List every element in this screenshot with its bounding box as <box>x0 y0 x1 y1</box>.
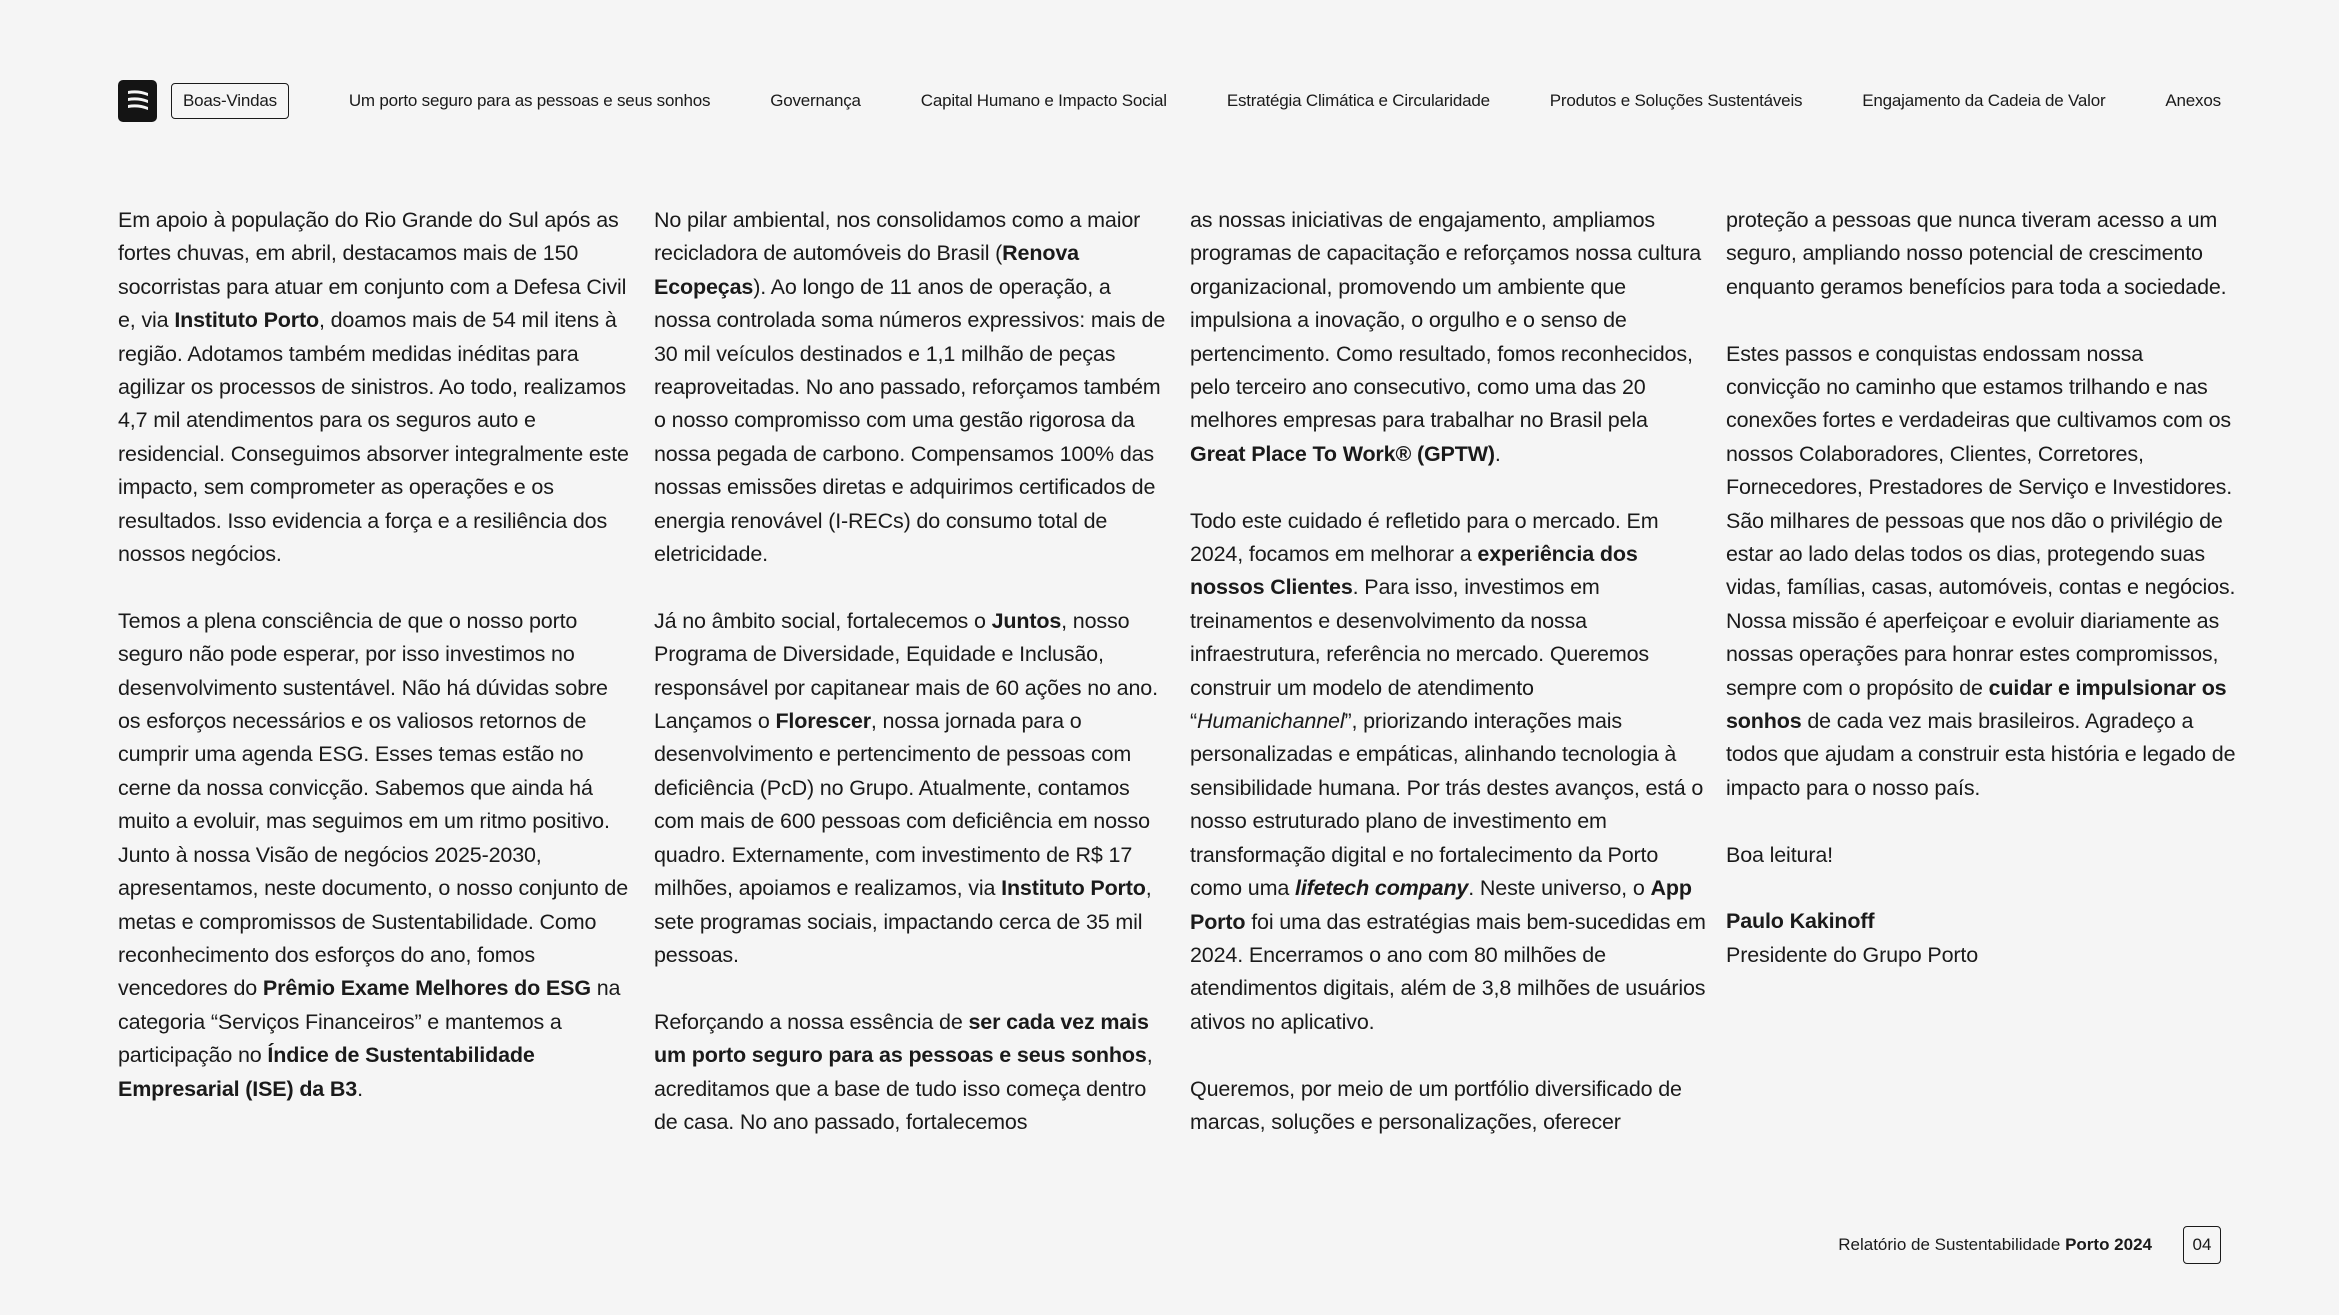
bold-text: Juntos <box>991 608 1062 633</box>
text-run: as nossas iniciativas de engajamento, ampliamos programas de capacitação e reforçamos nossa cultura organizacional, promovendo um ambiente que impulsiona a inovação, o orgulho e o senso de pertencimento. Como resultado, fomos reconhecidos, pelo terceiro ano consecutivo, como uma das 20 melhores empresas para trabalhar no Brasil pela <box>1190 208 1702 433</box>
text-run: Queremos, por meio de um portfólio diversificado de marcas, soluções e personalizações, oferecer <box>1190 1076 1682 1134</box>
text-column-2 <box>654 204 1190 1139</box>
paragraph <box>1726 839 2242 872</box>
nav-tab-7[interactable]: Engajamento da Cadeia de Valor <box>1862 91 2106 110</box>
page-number: 04 <box>2183 1226 2221 1264</box>
text-run: ”, priorizando interações mais personalizadas e empáticas, alinhando tecnologia à sensibilidade humana. Por trás destes avanços, está o nosso estruturado plano de investimento em transformação digital e no fortalecimento da Porto como uma <box>1190 709 1704 901</box>
page-footer <box>1838 1226 2221 1264</box>
bold-text: experiência dos nossos Clientes <box>1190 542 1638 600</box>
nav-tab-4[interactable]: Capital Humano e Impacto Social <box>920 91 1167 110</box>
text-run: de cada vez mais brasileiros. Agradeço a todos que ajudam a construir esta história e legado de impacto para o nosso país. <box>1726 709 2236 800</box>
paragraph <box>654 1006 1170 1140</box>
bold-text: ser cada vez mais um porto seguro para as pessoas e seus sonhos <box>654 1009 1149 1068</box>
paragraph <box>654 605 1170 972</box>
bold-text: cuidar e impulsionar os sonhos <box>1726 675 2227 734</box>
porto-logo-icon[interactable] <box>118 80 157 122</box>
paragraph <box>118 204 634 571</box>
text-run: , doamos mais de 54 mil itens à região. Adotamos também medidas inéditas para agilizar os processos de sinistros. Ao todo, realizamos 4,7 mil atendimentos para os seguros auto e residencial. Conseguimos absorver integralmente este impacto, sem comprometer as operações e os resultados. Isso evidencia a força e a resiliência dos nossos negócios. <box>118 308 629 567</box>
text-run: , nosso Programa de Diversidade, Equidade e Inclusão, responsável por capitanear mais de 60 ações no ano. Lançamos o <box>654 608 1158 734</box>
text-run: , nossa jornada para o desenvolvimento e pertencimento de pessoas com deficiência (PcD) no Grupo. Atualmente, contamos com mais de 600 pessoas com deficiência em nosso quadro. Externamente, com investimento de R$ 17 milhões, apoiamos e realizamos, via <box>654 709 1150 901</box>
paragraph <box>118 605 634 1106</box>
bold-text: Prêmio Exame Melhores do ESG <box>262 976 591 1001</box>
text-run: foi uma das estratégias mais bem-sucedidas em 2024. Encerramos o ano com 80 milhões de atendimentos digitais, além de 3,8 milhões de usuários ativos no aplicativo. <box>1190 909 1706 1034</box>
nav-items <box>171 83 2221 119</box>
text-run: Presidente do Grupo Porto <box>1726 942 1979 967</box>
text-run: proteção a pessoas que nunca tiveram acesso a um seguro, ampliando nosso potencial de crescimento enquanto geramos benefícios para toda a sociedade. <box>1726 208 2227 299</box>
paragraph <box>1190 1073 1706 1140</box>
top-navigation <box>118 80 2221 122</box>
text-run: . Neste universo, o <box>1468 876 1651 901</box>
bold-text: Renova Ecopeças <box>654 241 1079 299</box>
bold-text: Instituto Porto <box>1001 876 1146 901</box>
bold-text: Paulo Kakinoff <box>1726 909 1875 934</box>
text-run: ). Ao longo de 11 anos de operação, a nossa controlada soma números expressivos: mais de 30 mil veículos destinados e 1,1 milhão de peças reaproveitadas. No ano passado, reforçamos também o nosso compromisso com uma gestão rigorosa da nossa pegada de carbono. Compensamos 100% das nossas emissões diretas e adquirimos certificados de energia renovável (I-RECs) do consumo total de eletricidade. <box>654 274 1166 567</box>
bold-text: App Porto <box>1190 876 1692 934</box>
report-title-bold: Porto 2024 <box>2065 1235 2152 1254</box>
italic-text: Humanichannel <box>1197 709 1345 734</box>
bold-text: Great Place To Work® (GPTW) <box>1190 441 1495 466</box>
paragraph <box>1190 204 1706 471</box>
text-column-1 <box>118 204 654 1139</box>
paragraph <box>1726 338 2242 806</box>
bold-text: Florescer <box>775 709 871 734</box>
nav-tab-3[interactable]: Governança <box>770 91 861 110</box>
paragraph <box>654 204 1170 571</box>
text-run: , sete programas sociais, impactando cerca de 35 mil pessoas. <box>654 876 1152 967</box>
report-title <box>1838 1235 2152 1255</box>
text-run: Boa leitura! <box>1726 842 1833 867</box>
nav-tab-2[interactable]: Um porto seguro para as pessoas e seus sonhos <box>348 91 711 110</box>
text-run: Em apoio à população do Rio Grande do Sul após as fortes chuvas, em abril, destacamos mais de 150 socorristas para atuar em conjunto com a Defesa Civil e, via <box>118 208 627 333</box>
bold-text: Índice de Sustentabilidade Empresarial (ISE) da B3 <box>118 1043 535 1101</box>
report-title-regular: Relatório de Sustentabilidade <box>1838 1235 2066 1254</box>
text-run: . Para isso, investimos em treinamentos e desenvolvimento da nossa infraestrutura, referência no mercado. Queremos construir um modelo de atendimento “ <box>1190 575 1650 734</box>
text-run: No pilar ambiental, nos consolidamos como a maior recicladora de automóveis do Brasil ( <box>654 208 1141 266</box>
text-run: Estes passos e conquistas endossam nossa convicção no caminho que estamos trilhando e nas conexões fortes e verdadeiras que cultivamos com os nossos Colaboradores, Clientes, Corretores, Fornecedores, Prestadores de Serviço e Investidores. São milhares de pessoas que nos dão o privilégio de estar ao lado delas todos os dias, protegendo suas vidas, famílias, casas, automóveis, contas e negócios. Nossa missão é aperfeiçoar e evoluir diariamente as nossas operações para honrar estes compromissos, sempre com o propósito de <box>1726 341 2236 700</box>
nav-tab-5[interactable]: Estratégia Climática e Circularidade <box>1226 91 1490 110</box>
text-run: Todo este cuidado é refletido para o mercado. Em 2024, focamos em melhorar a <box>1190 508 1659 567</box>
text-run: Já no âmbito social, fortalecemos o <box>654 608 992 633</box>
bold-text: Instituto Porto <box>174 308 319 333</box>
text-run: , acreditamos que a base de tudo isso começa dentro de casa. No ano passado, fortalecemos <box>654 1043 1153 1134</box>
text-run: na categoria “Serviços Financeiros” e mantemos a participação no <box>118 976 621 1068</box>
text-column-4 <box>1726 204 2262 1139</box>
text-run: Reforçando a nossa essência de <box>654 1009 969 1034</box>
text-column-3 <box>1190 204 1726 1139</box>
nav-tab-8[interactable]: Anexos <box>2165 91 2221 110</box>
nav-tab-6[interactable]: Produtos e Soluções Sustentáveis <box>1549 91 1803 110</box>
text-run: . <box>1494 441 1501 466</box>
body-text-columns <box>118 204 2236 1139</box>
bold-italic-text: lifetech company <box>1295 876 1469 901</box>
text-run: Temos a plena consciência de que o nosso porto seguro não pode esperar, por isso investimos no desenvolvimento sustentável. Não há dúvidas sobre os esforços necessários e os valiosos retornos de cumprir uma agenda ESG. Esses temas estão no cerne da nossa convicção. Sabemos que ainda há muito a evoluir, mas seguimos em um ritmo positivo. Junto à nossa Visão de negócios 2025-2030, apresentamos, neste documento, o nosso conjunto de metas e compromissos de Sustentabilidade. Como reconhecimento dos esforços do ano, fomos vencedores do <box>118 608 629 1001</box>
paragraph <box>1190 505 1706 1040</box>
nav-tab-1[interactable]: Boas-Vindas <box>171 83 289 119</box>
paragraph <box>1726 204 2242 304</box>
text-run: . <box>357 1076 363 1101</box>
paragraph <box>1726 905 2242 972</box>
